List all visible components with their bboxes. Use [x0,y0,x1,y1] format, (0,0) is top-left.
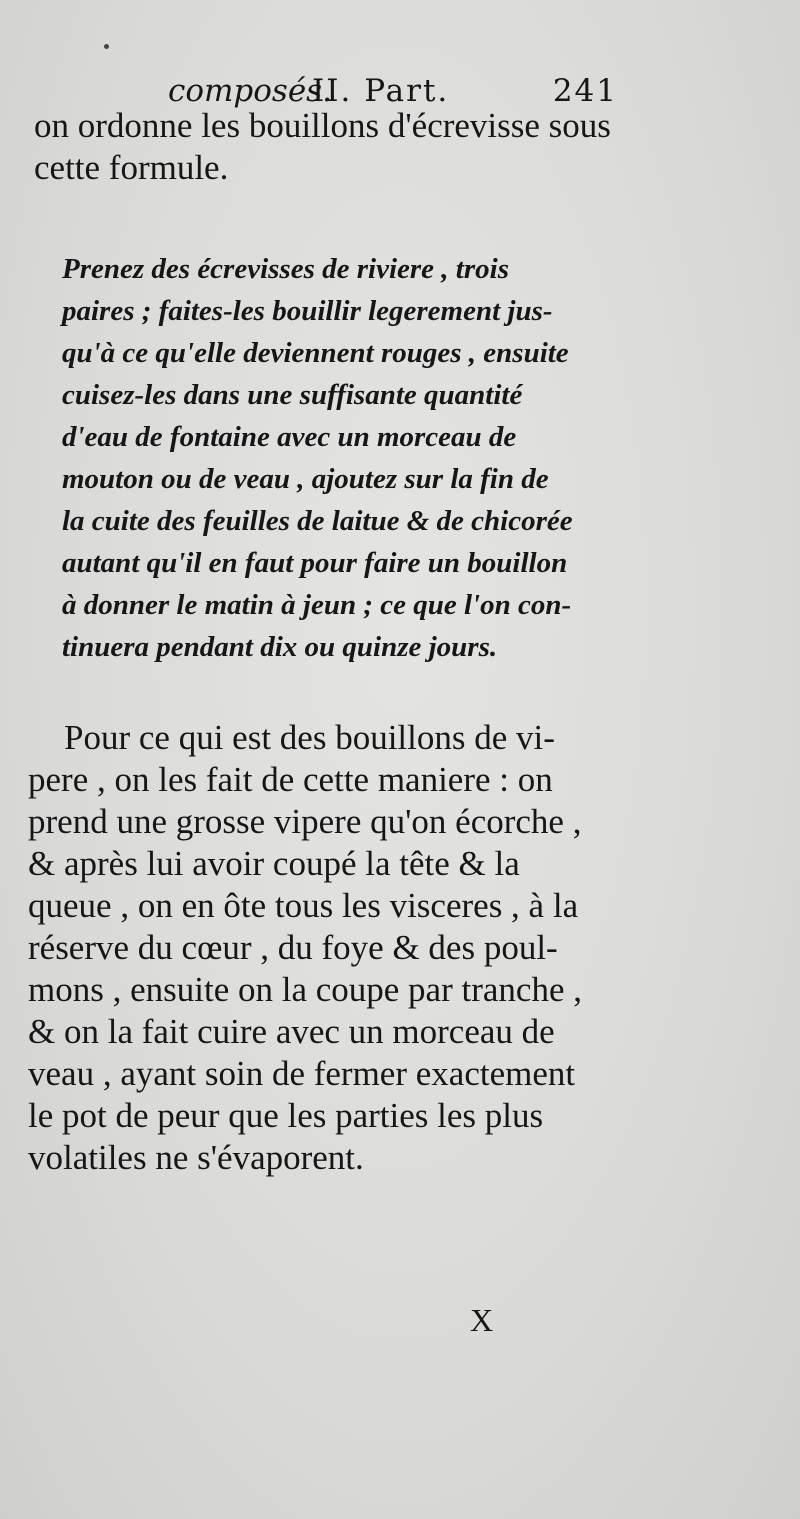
signature-mark: X [470,1302,494,1338]
recipe-line: cuisez-les dans une suffisante quantité [62,379,523,411]
recipe-line: Prenez des écrevisses de riviere , trois [62,253,509,285]
recipe-line: mouton ou de veau , ajoutez sur la fin de [62,463,549,495]
recipe-line: paires ; faites-les bouillir legerement jus- [62,295,553,327]
body-line: & on la fait cuire avec un morceau de [28,1012,555,1051]
body-line: Pour ce qui est des bouillons de vi- [64,718,555,757]
page-number: 241 [552,73,618,109]
recipe-line: qu'à ce qu'elle deviennent rouges , ensuite [62,337,569,369]
body-line: veau , ayant soin de fermer exactement [28,1054,576,1093]
intro-line: cette formule. [34,148,229,187]
body-line: volatiles ne s'évaporent. [28,1138,364,1177]
recipe-line: à donner le matin à jeun ; ce que l'on con- [62,589,572,621]
recipe-line: la cuite des feuilles de laitue & de chicorée [62,505,573,537]
body-line: & après lui avoir coupé la tête & la [28,844,520,883]
body-line: le pot de peur que les parties les plus [28,1096,544,1135]
body-line: réserve du cœur , du foye & des poul- [28,928,558,967]
intro-line: on ordonne les bouillons d'écrevisse sous [34,106,611,145]
ink-speck [104,44,109,49]
recipe-line: tinuera pendant dix ou quinze jours. [62,631,498,663]
part-label: II. Part. [312,73,450,109]
recipe-line: d'eau de fontaine avec un morceau de [62,421,517,453]
body-line: pere , on les fait de cette maniere : on [28,760,553,799]
recipe-line: autant qu'il en faut pour faire un bouillon [62,547,568,579]
running-title: composés. [168,73,332,109]
body-line: prend une grosse vipere qu'on écorche , [28,802,582,841]
body-line: queue , on en ôte tous les visceres , à la [28,886,579,925]
body-line: mons , ensuite on la coupe par tranche , [28,970,582,1009]
